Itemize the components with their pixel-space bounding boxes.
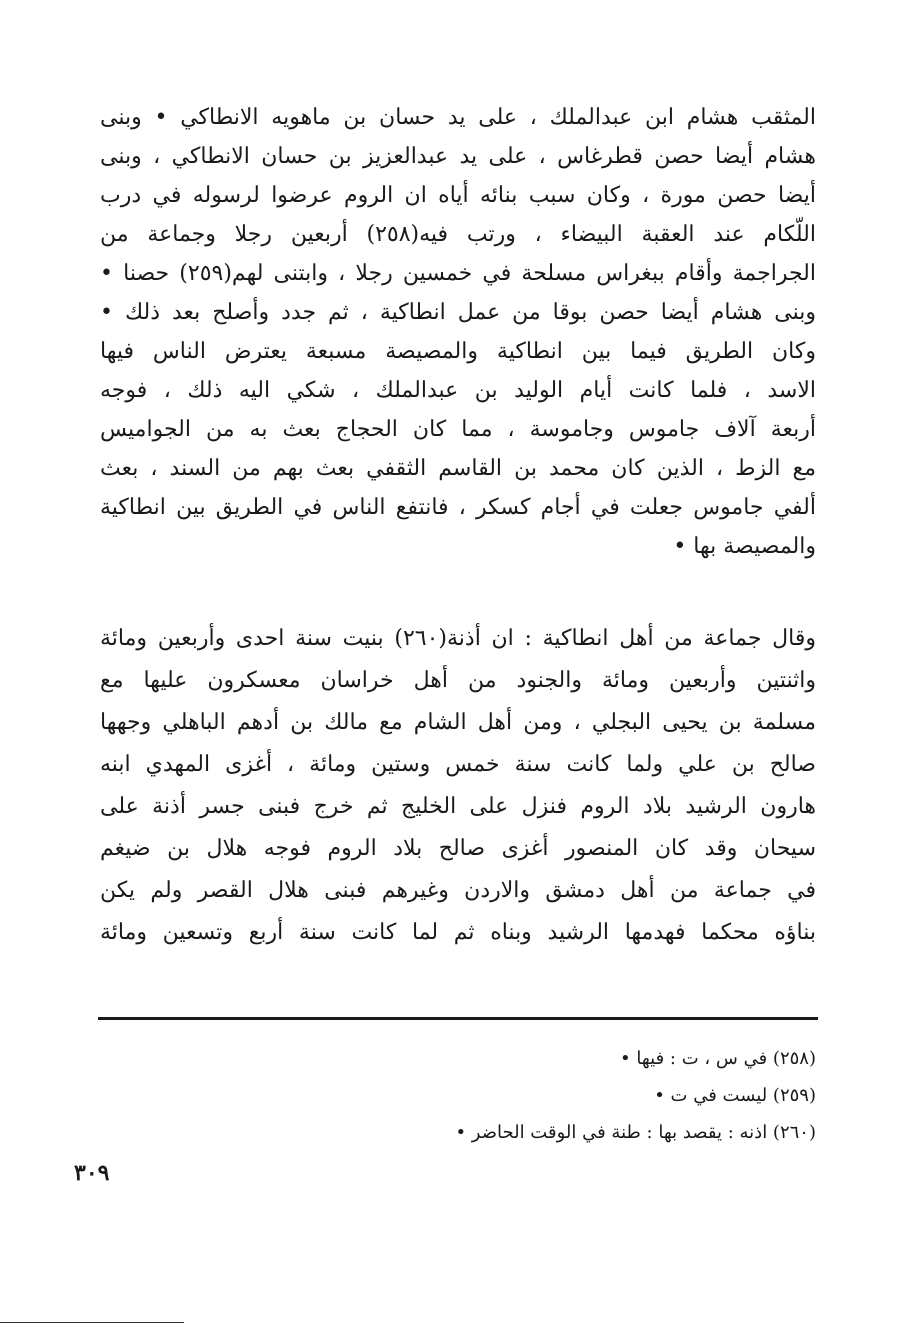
text-line: المثقب هشام ابن عبدالملك ، على يد حسان بن ماهويه الانطاكي • وبنى — [100, 105, 816, 130]
text-line: والمصيصة بها • — [673, 534, 816, 559]
text-line: في جماعة من أهل دمشق والاردن وغيرهم فبنى هلال القصر ولم يكن — [100, 878, 816, 903]
text-line: هشام أيضا حصن قطرغاس ، على يد عبدالعزيز بن حسان الانطاكي ، وبنى — [100, 144, 816, 169]
text-line: وكان الطريق فيما بين انطاكية والمصيصة مسبعة يعترض الناس فيها — [100, 339, 816, 364]
text-line: الجراجمة وأقام ببغراس مسلحة في خمسين رجلا ، وابتنى لهم(٢٥٩) حصنا • — [100, 261, 816, 286]
footnote-divider — [98, 1017, 818, 1020]
text-line: الاسد ، فلما كانت أيام الوليد بن عبدالملك ، شكي اليه ذلك ، فوجه — [100, 378, 816, 403]
text-line: أربعة آلاف جاموس وجاموسة ، مما كان الحجاج بعث به من الجواميس — [100, 417, 816, 442]
footnotes — [100, 1040, 816, 1151]
page-number: ٣٠٩ — [74, 1160, 110, 1186]
scan-edge-line — [0, 1322, 184, 1323]
text-line: سيحان وقد كان المنصور أغزى صالح بلاد الروم فوجه هلال بن ضيغم — [100, 836, 816, 861]
paragraph-2 — [100, 618, 816, 954]
text-line: وقال جماعة من أهل انطاكية : ان أذنة(٢٦٠) بنيت سنة احدى وأربعين ومائة — [100, 626, 816, 651]
text-line: مع الزط ، الذين كان محمد بن القاسم الثقفي بعث بهم من السند ، بعث — [100, 456, 816, 481]
text-line: واثنتين وأربعين ومائة والجنود من أهل خراسان معسكرون عليها مع — [100, 668, 816, 693]
footnote: (٢٥٩) ليست في ت • — [654, 1085, 816, 1106]
text-line: هارون الرشيد بلاد الروم فنزل على الخليج ثم خرج فبنى جسر أذنة على — [100, 794, 816, 819]
text-line: بناؤه محكما فهدمها الرشيد وبناه ثم لما كانت سنة أربع وتسعين ومائة — [100, 920, 816, 945]
text-line: صالح بن علي ولما كانت سنة خمس وستين ومائة ، أغزى المهدي ابنه — [100, 752, 816, 777]
text-line: ألفي جاموس جعلت في أجام كسكر ، فانتفع الناس في الطريق بين انطاكية — [100, 495, 816, 520]
paragraph-1 — [100, 98, 816, 566]
text-line: وبنى هشام أيضا حصن بوقا من عمل انطاكية ، ثم جدد وأصلح بعد ذلك • — [100, 300, 816, 325]
text-line: أيضا حصن مورة ، وكان سبب بنائه أياه ان الروم عرضوا لرسوله في درب — [100, 183, 816, 208]
text-line: اللّكام عند العقبة البيضاء ، ورتب فيه(٢٥٨) أربعين رجلا وجماعة من — [100, 222, 816, 247]
footnote: (٢٥٨) في س ، ت : فيها • — [620, 1048, 816, 1069]
footnote: (٢٦٠) اذنه : يقصد بها : طنة في الوقت الحاضر • — [455, 1122, 816, 1143]
text-line: مسلمة بن يحيى البجلي ، ومن أهل الشام مع مالك بن أدهم الباهلي وجهها — [100, 710, 816, 735]
